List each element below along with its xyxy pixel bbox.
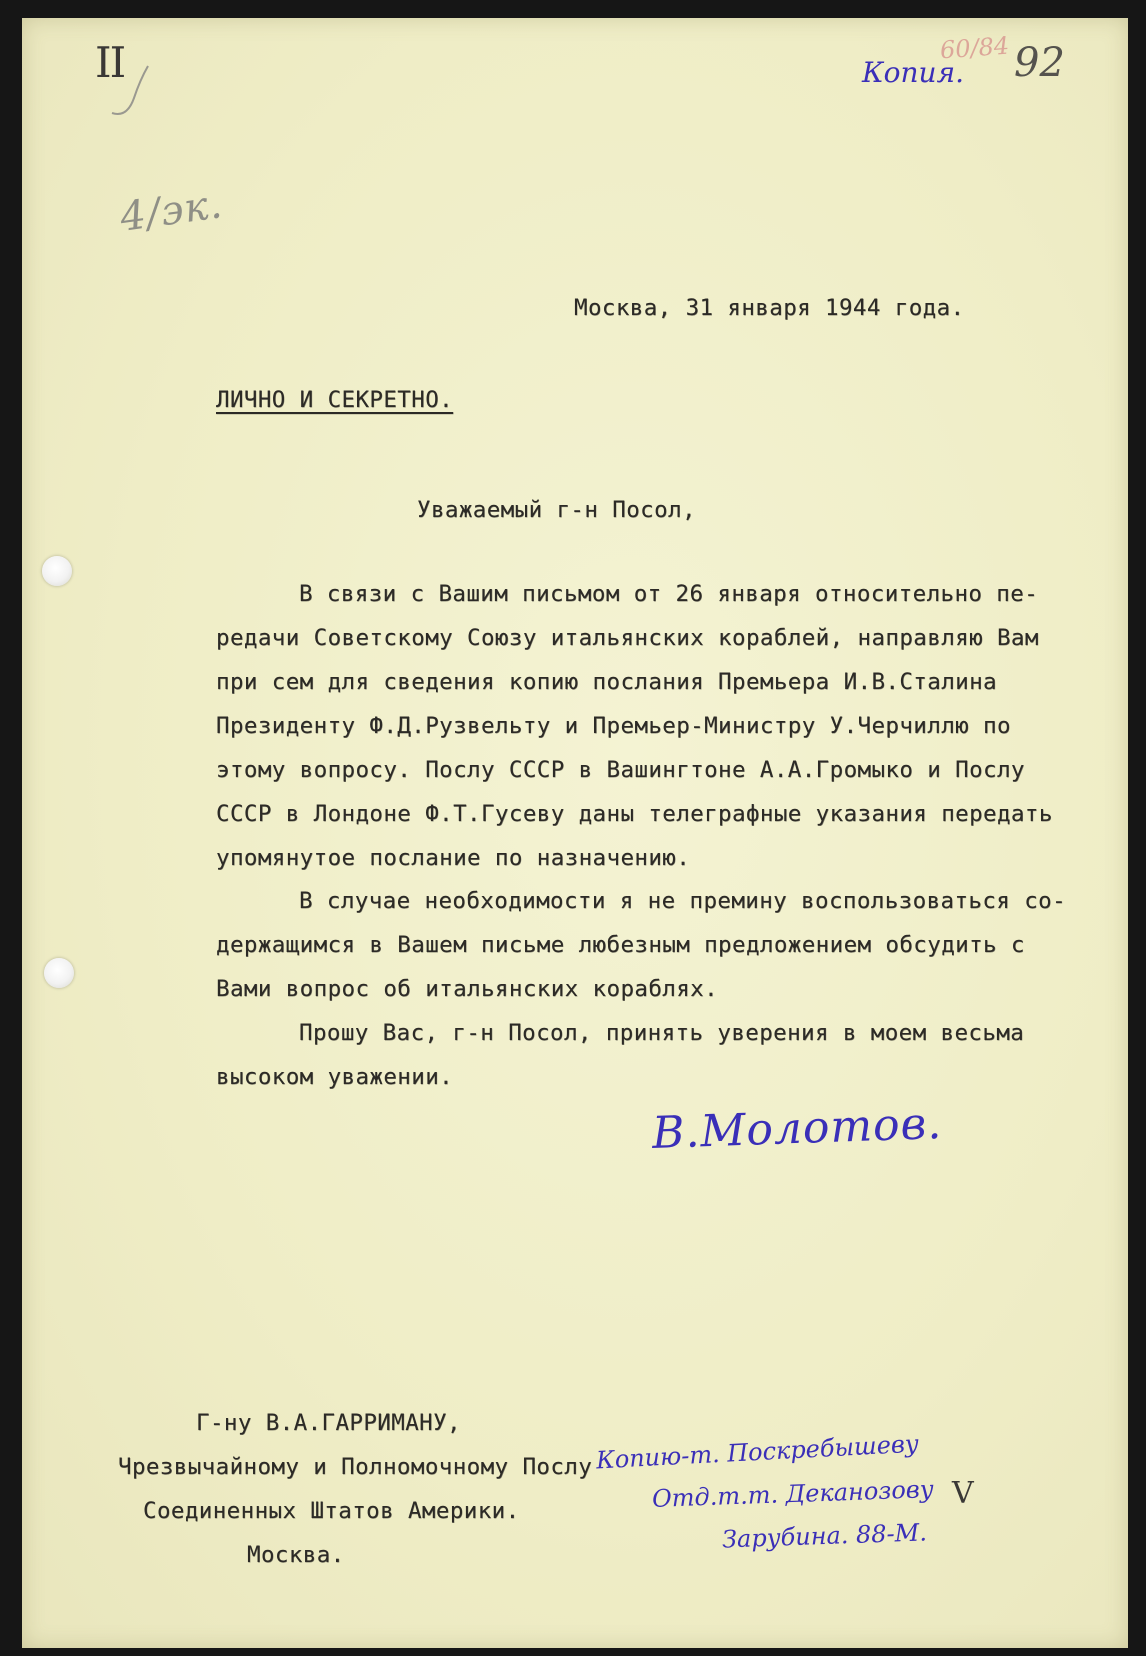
document-page bbox=[22, 18, 1128, 1648]
red-archive-mark: 60/84 bbox=[939, 31, 1011, 65]
classification-heading: ЛИЧНО И СЕКРЕТНО. bbox=[216, 387, 454, 413]
signature: В.Молотов. bbox=[651, 1097, 943, 1160]
body-line: Президенту Ф.Д.Рузвельту и Премьер-Министру У.Черчиллю по bbox=[216, 713, 1011, 739]
roman-numeral-mark: II bbox=[95, 38, 125, 87]
copy-mark: Копия. bbox=[862, 56, 965, 89]
body-line: редачи Советскому Союзу итальянских кораблей, направляю Вам bbox=[216, 625, 1039, 651]
body-line: высоком уважении. bbox=[216, 1064, 454, 1090]
left-margin-note: 4/эк. bbox=[117, 181, 226, 241]
salutation: Уважаемый г-н Посол, bbox=[417, 497, 696, 523]
body-line: В связи с Вашим письмом от 26 января относительно пе- bbox=[299, 581, 1039, 607]
check-mark: V bbox=[952, 1476, 974, 1511]
body-line: держащимся в Вашем письме любезным предложением обсудить с bbox=[216, 932, 1025, 958]
body-line: В случае необходимости я не премину воспользоваться со- bbox=[299, 888, 1067, 914]
body-line: упомянутое послание по назначению. bbox=[216, 845, 691, 871]
addressee-name: Г-ну В.А.ГАРРИМАНУ, bbox=[196, 1410, 461, 1436]
body-line: при сем для сведения копию послания Премьера И.В.Сталина bbox=[216, 669, 997, 695]
body-line: СССР в Лондоне Ф.Т.Гусеву даны телеграфные указания передать bbox=[216, 801, 1053, 827]
distribution-note: Отд.т.т. Деканозову bbox=[651, 1475, 935, 1513]
body-line: Вами вопрос об итальянских кораблях. bbox=[216, 976, 719, 1002]
punch-hole-top bbox=[42, 556, 72, 586]
body-line: Прошу Вас, г-н Посол, принять уверения в моем весьма bbox=[299, 1020, 1025, 1046]
pencil-tick-icon bbox=[102, 58, 162, 128]
addressee-city: Москва. bbox=[247, 1542, 345, 1568]
date-line: Москва, 31 января 1944 года. bbox=[574, 295, 965, 321]
addressee-title: Чрезвычайному и Полномочному Послу bbox=[118, 1454, 593, 1480]
distribution-note: Зарубина. 88-М. bbox=[721, 1518, 928, 1554]
body-line: этому вопросу. Послу СССР в Вашингтоне А.А.Громыко и Послу bbox=[216, 757, 1025, 783]
addressee-country: Соединенных Штатов Америки. bbox=[143, 1498, 520, 1524]
punch-hole-bottom bbox=[44, 958, 74, 988]
distribution-note: Копию-т. Поскребышеву bbox=[595, 1429, 920, 1475]
page-number: 92 bbox=[1014, 40, 1065, 86]
